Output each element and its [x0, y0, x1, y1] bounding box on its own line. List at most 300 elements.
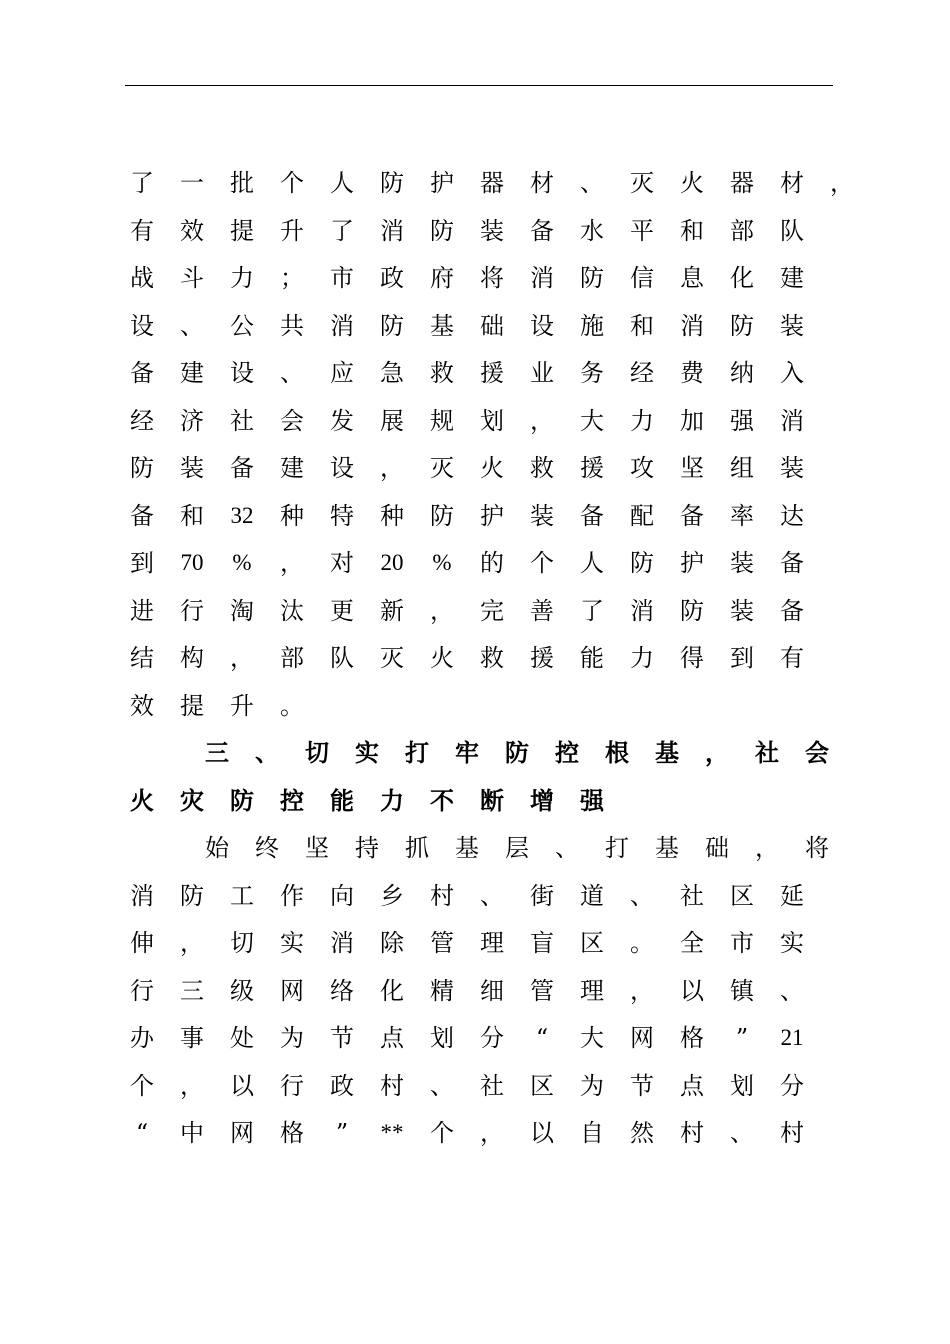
- glyph: 组: [730, 454, 754, 482]
- glyph: 始: [205, 834, 229, 862]
- glyph: 牢: [455, 739, 479, 767]
- glyph: 装: [780, 454, 804, 482]
- glyph: ；: [280, 264, 304, 292]
- glyph: 工: [230, 881, 254, 910]
- glyph: 不: [430, 786, 454, 815]
- glyph: 有: [780, 644, 804, 672]
- glyph: 经: [130, 406, 154, 435]
- glyph: 善: [530, 596, 554, 625]
- glyph: ，: [430, 596, 454, 625]
- glyph: 断: [480, 786, 504, 815]
- glyph: 灭: [380, 644, 404, 672]
- body-text-line: [0, 638, 950, 678]
- glyph: 装: [530, 501, 554, 530]
- glyph: 化: [730, 264, 754, 292]
- glyph: 然: [630, 1119, 654, 1147]
- glyph: ，: [830, 169, 854, 197]
- glyph: 部: [280, 644, 304, 672]
- glyph: 更: [330, 596, 354, 625]
- glyph: 打: [605, 834, 629, 862]
- glyph: 延: [780, 881, 804, 910]
- glyph: 网: [280, 976, 304, 1005]
- glyph: 将: [480, 264, 504, 292]
- glyph: 镇: [730, 976, 754, 1005]
- glyph: 材: [530, 169, 554, 197]
- glyph: 划: [430, 1024, 454, 1052]
- glyph: 完: [480, 596, 504, 625]
- glyph: 消: [330, 929, 354, 957]
- glyph: 为: [280, 1024, 304, 1052]
- glyph: 分: [480, 1024, 504, 1052]
- glyph: 社: [480, 1071, 504, 1100]
- glyph: 个: [130, 1071, 154, 1100]
- glyph: 装: [730, 549, 754, 577]
- glyph: 防: [230, 786, 254, 815]
- glyph: 升: [230, 691, 254, 720]
- glyph: 设: [330, 454, 354, 482]
- glyph: 一: [180, 169, 204, 197]
- glyph: 持: [355, 834, 379, 862]
- body-text-line: [0, 543, 950, 583]
- glyph: ，: [530, 406, 554, 435]
- glyph: 入: [780, 359, 804, 387]
- glyph: 火: [430, 644, 454, 672]
- glyph: 实: [280, 929, 304, 957]
- glyph: %: [232, 550, 252, 575]
- glyph: 个: [530, 549, 554, 577]
- glyph: 行: [130, 976, 154, 1005]
- glyph: 村: [380, 1071, 404, 1100]
- glyph: 大: [580, 1024, 604, 1052]
- glyph: 信: [630, 264, 654, 292]
- glyph: 大: [580, 406, 604, 435]
- glyph: 理: [580, 976, 604, 1005]
- glyph: 应: [330, 359, 354, 387]
- glyph: 灾: [180, 786, 204, 815]
- glyph: 。: [630, 929, 654, 957]
- glyph: 区: [530, 1071, 554, 1100]
- glyph: 控: [280, 786, 304, 815]
- glyph: 增: [530, 786, 554, 815]
- body-text-line: [0, 971, 950, 1011]
- glyph: 升: [280, 216, 304, 245]
- glyph: 作: [280, 881, 304, 910]
- glyph: 加: [680, 406, 704, 435]
- glyph: 以: [680, 976, 704, 1005]
- glyph: 政: [380, 264, 404, 292]
- glyph: 切: [230, 929, 254, 957]
- glyph: 、: [180, 311, 204, 340]
- glyph: 水: [580, 216, 604, 245]
- glyph: 行: [280, 1071, 304, 1100]
- glyph: 分: [780, 1071, 804, 1100]
- glyph: 防: [680, 596, 704, 625]
- glyph: 基: [455, 834, 479, 862]
- glyph: 战: [130, 264, 154, 292]
- glyph: 种: [380, 501, 404, 530]
- glyph: 政: [330, 1071, 354, 1100]
- glyph: 化: [380, 976, 404, 1005]
- glyph: 人: [580, 549, 604, 577]
- glyph: 援: [530, 644, 554, 672]
- glyph: 防: [505, 739, 529, 767]
- glyph: 备: [530, 216, 554, 245]
- glyph: 为: [580, 1071, 604, 1100]
- glyph: 灭: [630, 169, 654, 197]
- glyph: 行: [180, 596, 204, 625]
- glyph: 将: [805, 834, 829, 862]
- glyph: 强: [730, 406, 754, 435]
- glyph: 护: [480, 501, 504, 530]
- glyph: 得: [680, 644, 704, 672]
- glyph: 网: [230, 1119, 254, 1147]
- glyph: 府: [430, 264, 454, 292]
- glyph: 护: [430, 169, 454, 197]
- glyph: 到: [130, 549, 154, 577]
- glyph: 实: [355, 739, 379, 767]
- glyph: 共: [280, 311, 304, 340]
- glyph: 消: [630, 596, 654, 625]
- glyph: 纳: [730, 359, 754, 387]
- glyph: 节: [330, 1024, 354, 1052]
- glyph: 淘: [230, 596, 254, 625]
- glyph: 费: [680, 359, 704, 387]
- glyph: 切: [305, 739, 329, 767]
- glyph: 打: [405, 739, 429, 767]
- glyph: 提: [230, 216, 254, 245]
- glyph: 防: [180, 881, 204, 910]
- glyph: 三: [205, 739, 229, 767]
- glyph: 防: [630, 549, 654, 577]
- glyph: 部: [730, 216, 754, 245]
- glyph: ，: [755, 834, 779, 862]
- glyph: 级: [230, 976, 254, 1005]
- glyph: 器: [480, 169, 504, 197]
- glyph: 防: [730, 311, 754, 340]
- glyph: 街: [530, 881, 554, 910]
- glyph: 力: [630, 644, 654, 672]
- glyph: 种: [280, 501, 304, 530]
- glyph: 汰: [280, 596, 304, 625]
- glyph: 强: [580, 786, 604, 815]
- glyph: 建: [180, 359, 204, 387]
- body-text-line: [0, 353, 950, 393]
- glyph: 和: [630, 311, 654, 340]
- glyph: 防: [130, 454, 154, 482]
- glyph: 络: [330, 976, 354, 1005]
- glyph: 层: [505, 834, 529, 862]
- body-text-line: [0, 1066, 950, 1106]
- glyph: 市: [330, 264, 354, 292]
- glyph: 防: [430, 501, 454, 530]
- glyph: 规: [430, 406, 454, 435]
- glyph: 器: [730, 169, 754, 197]
- glyph: 区: [580, 929, 604, 957]
- glyph: 设: [130, 311, 154, 340]
- glyph: 消: [330, 311, 354, 340]
- glyph: 乡: [380, 881, 404, 910]
- glyph: 援: [580, 454, 604, 482]
- glyph: 护: [680, 549, 704, 577]
- glyph: 备: [130, 501, 154, 530]
- glyph: 除: [380, 929, 404, 957]
- body-text-line: [0, 591, 950, 631]
- glyph: 率: [730, 501, 754, 530]
- glyph: 个: [430, 1119, 454, 1147]
- body-text-line: [0, 1018, 950, 1058]
- glyph: 消: [780, 406, 804, 435]
- glyph: 、: [580, 169, 604, 197]
- glyph: 、: [430, 1071, 454, 1100]
- glyph: 管: [430, 929, 454, 957]
- glyph: 、: [730, 1119, 754, 1147]
- body-text-line: [0, 923, 950, 963]
- glyph: 特: [330, 501, 354, 530]
- glyph: 终: [255, 834, 279, 862]
- glyph: 构: [180, 644, 204, 672]
- glyph: 队: [780, 216, 804, 245]
- glyph: 32: [230, 502, 254, 528]
- glyph: 消: [680, 311, 704, 340]
- glyph: 20: [380, 550, 404, 575]
- glyph: 控: [555, 739, 579, 767]
- glyph: 力: [630, 406, 654, 435]
- glyph: 队: [330, 644, 354, 672]
- glyph: 设: [230, 359, 254, 387]
- glyph: %: [432, 550, 452, 575]
- glyph: 事: [180, 1024, 204, 1052]
- glyph: 村: [430, 881, 454, 910]
- glyph: ，: [180, 1071, 204, 1100]
- glyph: ”: [335, 1119, 349, 1147]
- glyph: 、: [630, 881, 654, 910]
- glyph: 抓: [405, 834, 429, 862]
- glyph: 了: [580, 596, 604, 625]
- glyph: **: [380, 1120, 404, 1145]
- glyph: 向: [330, 881, 354, 910]
- glyph: 防: [430, 216, 454, 245]
- body-text-line: [0, 306, 950, 346]
- glyph: ，: [480, 1119, 504, 1147]
- body-text-line: [0, 686, 950, 726]
- glyph: 装: [480, 216, 504, 245]
- glyph: 备: [780, 596, 804, 625]
- glyph: 防: [380, 169, 404, 197]
- glyph: ”: [735, 1024, 749, 1052]
- glyph: 备: [680, 501, 704, 530]
- glyph: 有: [130, 216, 154, 245]
- glyph: ，: [280, 549, 304, 577]
- glyph: 格: [680, 1024, 704, 1052]
- body-text-line: [0, 828, 950, 868]
- glyph: 21: [780, 1025, 804, 1050]
- glyph: ，: [705, 739, 729, 767]
- glyph: 根: [605, 739, 629, 767]
- glyph: 装: [180, 454, 204, 482]
- glyph: 管: [530, 976, 554, 1005]
- glyph: 对: [330, 549, 354, 577]
- glyph: 力: [380, 786, 404, 815]
- glyph: 公: [230, 311, 254, 340]
- glyph: 个: [280, 169, 304, 197]
- glyph: 点: [380, 1024, 404, 1052]
- glyph: 格: [280, 1119, 304, 1147]
- glyph: 提: [180, 691, 204, 720]
- glyph: “: [135, 1119, 149, 1147]
- body-text-line: [0, 448, 950, 488]
- glyph: 础: [480, 311, 504, 340]
- body-text-line: [0, 876, 950, 916]
- glyph: 装: [730, 596, 754, 625]
- glyph: 盲: [530, 929, 554, 957]
- glyph: 消: [530, 264, 554, 292]
- glyph: 能: [580, 644, 604, 672]
- glyph: 备: [780, 549, 804, 577]
- glyph: 配: [630, 501, 654, 530]
- glyph: 理: [480, 929, 504, 957]
- glyph: 社: [755, 739, 779, 767]
- glyph: 了: [130, 169, 154, 197]
- glyph: 和: [180, 501, 204, 530]
- glyph: 础: [705, 834, 729, 862]
- glyph: 三: [180, 976, 204, 1005]
- glyph: 新: [380, 596, 404, 625]
- glyph: 息: [680, 264, 704, 292]
- glyph: 建: [280, 454, 304, 482]
- glyph: 施: [580, 311, 604, 340]
- glyph: 济: [180, 406, 204, 435]
- glyph: 市: [730, 929, 754, 957]
- glyph: 伸: [130, 929, 154, 957]
- glyph: 力: [230, 264, 254, 292]
- glyph: 平: [630, 216, 654, 245]
- body-text-line: [0, 401, 950, 441]
- glyph: “: [535, 1024, 549, 1052]
- glyph: 效: [130, 691, 154, 720]
- glyph: 办: [130, 1024, 154, 1052]
- glyph: 到: [730, 644, 754, 672]
- glyph: 经: [630, 359, 654, 387]
- glyph: 村: [680, 1119, 704, 1147]
- glyph: 社: [680, 881, 704, 910]
- glyph: 区: [730, 881, 754, 910]
- glyph: 能: [330, 786, 354, 815]
- glyph: 和: [680, 216, 704, 245]
- glyph: 基: [655, 834, 679, 862]
- glyph: 、: [480, 881, 504, 910]
- body-text-line: [0, 163, 950, 203]
- glyph: ，: [180, 929, 204, 957]
- glyph: 防: [580, 264, 604, 292]
- glyph: 以: [230, 1071, 254, 1100]
- glyph: 。: [280, 691, 304, 720]
- glyph: 火: [130, 786, 154, 815]
- glyph: 70: [180, 550, 204, 575]
- glyph: 划: [480, 406, 504, 435]
- glyph: 道: [580, 881, 604, 910]
- glyph: 精: [430, 976, 454, 1005]
- glyph: 、: [780, 976, 804, 1005]
- glyph: 救: [480, 644, 504, 672]
- section-heading-line: [0, 781, 950, 821]
- glyph: 装: [780, 311, 804, 340]
- glyph: 务: [580, 359, 604, 387]
- glyph: 救: [430, 359, 454, 387]
- glyph: ，: [380, 454, 404, 482]
- glyph: 人: [330, 169, 354, 197]
- glyph: 会: [805, 739, 829, 767]
- glyph: 火: [480, 454, 504, 482]
- glyph: 备: [580, 501, 604, 530]
- body-text-line: [0, 258, 950, 298]
- glyph: 批: [230, 169, 254, 197]
- glyph: 、: [555, 834, 579, 862]
- glyph: 全: [680, 929, 704, 957]
- glyph: 细: [480, 976, 504, 1005]
- glyph: 实: [780, 929, 804, 957]
- glyph: 达: [780, 501, 804, 530]
- glyph: 节: [630, 1071, 654, 1100]
- glyph: 坚: [305, 834, 329, 862]
- glyph: 急: [380, 359, 404, 387]
- glyph: 基: [430, 311, 454, 340]
- glyph: ，: [630, 976, 654, 1005]
- glyph: 防: [380, 311, 404, 340]
- glyph: 、: [255, 739, 279, 767]
- glyph: 救: [530, 454, 554, 482]
- glyph: 效: [180, 216, 204, 245]
- glyph: 处: [230, 1024, 254, 1052]
- glyph: 业: [530, 359, 554, 387]
- glyph: 村: [780, 1119, 804, 1147]
- glyph: 了: [330, 216, 354, 245]
- glyph: 建: [780, 264, 804, 292]
- glyph: 援: [480, 359, 504, 387]
- glyph: 会: [280, 406, 304, 435]
- glyph: 攻: [630, 454, 654, 482]
- glyph: 发: [330, 406, 354, 435]
- body-text-line: [0, 496, 950, 536]
- glyph: 灭: [430, 454, 454, 482]
- glyph: 基: [655, 739, 679, 767]
- glyph: 坚: [680, 454, 704, 482]
- glyph: 中: [180, 1119, 204, 1147]
- glyph: 斗: [180, 264, 204, 292]
- glyph: 的: [480, 549, 504, 577]
- glyph: 自: [580, 1119, 604, 1147]
- glyph: 点: [680, 1071, 704, 1100]
- glyph: 备: [130, 359, 154, 387]
- glyph: 以: [530, 1119, 554, 1147]
- body-text-line: [0, 211, 950, 251]
- glyph: 展: [380, 406, 404, 435]
- glyph: 划: [730, 1071, 754, 1100]
- glyph: 进: [130, 596, 154, 625]
- glyph: 网: [630, 1024, 654, 1052]
- glyph: 、: [280, 359, 304, 387]
- body-text-line: [0, 1113, 950, 1153]
- glyph: 消: [130, 881, 154, 910]
- glyph: ，: [230, 644, 254, 672]
- glyph: 消: [380, 216, 404, 245]
- glyph: 结: [130, 644, 154, 672]
- section-heading-line: [0, 733, 950, 773]
- glyph: 材: [780, 169, 804, 197]
- glyph: 备: [230, 454, 254, 482]
- glyph: 火: [680, 169, 704, 197]
- glyph: 设: [530, 311, 554, 340]
- glyph: 社: [230, 406, 254, 435]
